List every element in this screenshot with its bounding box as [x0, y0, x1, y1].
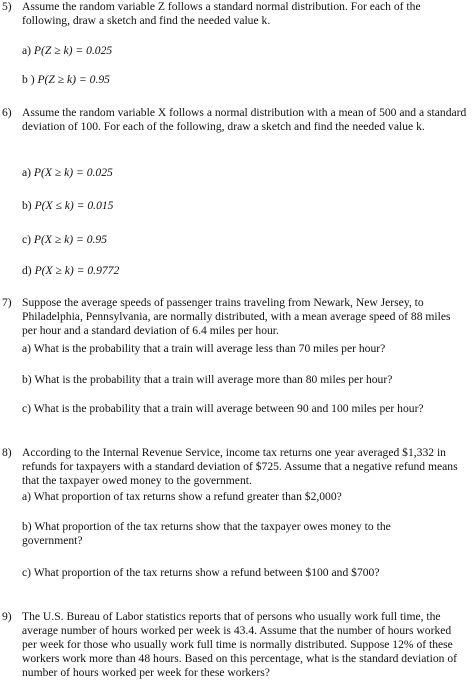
q7-number: 7)	[2, 296, 12, 309]
q6-number: 6)	[2, 106, 12, 119]
q5-text: Assume the random variable Z follows a standard normal distribution. For each of the following, draw a sketch and find the needed value k.	[22, 0, 421, 27]
q6-part-b	[22, 199, 113, 213]
q8-part-b: b) What proportion of the tax returns show that the taxpayer owes money to the government?	[22, 520, 391, 547]
q6-part-c-label: c)	[22, 233, 32, 246]
q6-part-c	[22, 233, 107, 247]
q5-number: 5)	[2, 0, 12, 13]
q9-number: 9)	[2, 610, 12, 623]
q6-part-b-label: b)	[22, 199, 32, 212]
q6-part-a	[22, 166, 113, 180]
q6-part-c-expr: P(X ≥ k) = 0.95	[33, 233, 108, 246]
q6-part-a-label: a)	[22, 166, 32, 179]
q5-part-b-expr: P(Z ≥ k) = 0.95	[37, 73, 110, 86]
q7-part-b: b) What is the probability that a train will average more than 80 miles per hour?	[22, 373, 393, 386]
q8-part-a: a) What proportion of tax returns show a refund greater than $2,000?	[22, 490, 342, 503]
q8-number: 8)	[2, 446, 12, 459]
q5-part-a-label: a)	[22, 44, 32, 57]
q5-part-a	[22, 44, 112, 58]
q5-part-a-expr: P(Z ≥ k) = 0.025	[33, 44, 113, 57]
q9-text: The U.S. Bureau of Labor statistics reports that of persons who usually work full time, the average number of hours worked per week is 43.4. Assume that the number of hours worked per week for those who usually work full time is normally distributed. Suppose 12% of these workers work more than 48 hours. Based on this percentage, what is the standard deviation of number of hours worked per week for these workers?	[22, 610, 457, 679]
q5-part-b-label: b )	[22, 73, 35, 86]
q6-text: Assume the random variable X follows a normal distribution with a mean of 500 and a standard deviation of 100. For each of the following, draw a sketch and find the needed value k.	[22, 106, 467, 133]
q6-part-a-expr: P(X ≥ k) = 0.025	[33, 166, 113, 179]
q7-part-c: c) What is the probability that a train will average between 90 and 100 miles per hour?	[22, 402, 424, 415]
q6-part-d-label: d)	[22, 264, 32, 277]
q8-part-c: c) What proportion of the tax returns show a refund between $100 and $700?	[22, 566, 380, 579]
q6-part-d	[22, 264, 119, 278]
q7-part-a: a) What is the probability that a train will average less than 70 miles per hour?	[22, 342, 386, 355]
q5-part-b	[22, 73, 110, 87]
q7-text: Suppose the average speeds of passenger trains traveling from Newark, New Jersey, to Philadelphia, Pennsylvania, are normally distributed, with a mean average speed of 88 miles per hour and a standard deviation of 6.4 miles per hour.	[22, 296, 451, 337]
q6-part-b-expr: P(X ≤ k) = 0.015	[34, 199, 114, 212]
q8-text: According to the Internal Revenue Service, income tax returns one year averaged $1,332 in refunds for taxpayers with a standard deviation of $725. Assume that a negative refund means that the taxpayer owed money to the government.	[22, 446, 458, 487]
q6-part-d-expr: P(X ≥ k) = 0.9772	[34, 264, 120, 277]
